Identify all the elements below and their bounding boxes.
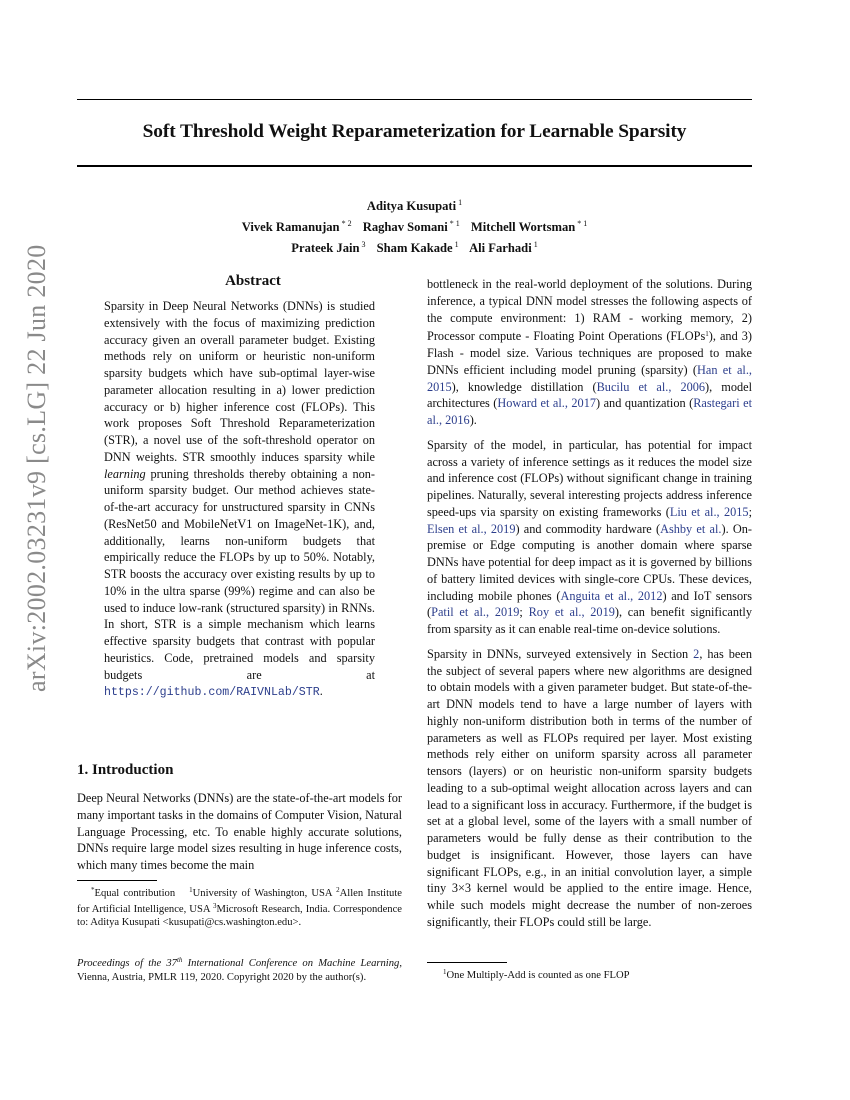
citation-link[interactable]: Howard et al., 2017 <box>497 396 596 411</box>
text: ). <box>469 413 477 427</box>
author-name: Raghav Somani <box>362 220 448 234</box>
footnote-marker: 1 <box>443 968 447 976</box>
footnote-marker: 2 <box>336 886 340 894</box>
footnote-rule-left <box>77 880 157 881</box>
footnote-marker: 1 <box>189 886 193 894</box>
proceedings-italic: Proceedings of the 37 <box>77 958 177 969</box>
abstract-text: Sparsity in Deep Neural Networks (DNNs) is studied extensively with the focus of maximizing prediction accuracy given an overall parameter budget. Existing methods rely on uniform or heuristic non-uniform sparsity budgets which have sub-optimal layer-wise parameter allocation resulting in a) lower prediction accuracy or b) higher inference cost (FLOPs). This work proposes Soft Threshold Reparameterization (STR), a novel use of the soft-threshold operator on DNN weights. STR smoothly induces sparsity while <box>104 299 375 464</box>
footnote-text: One Multiply-Add is counted as one FLOP <box>446 970 630 981</box>
abstract-emphasis: learning <box>104 466 146 481</box>
citation-link[interactable]: Patil et al., 2019 <box>431 605 520 620</box>
author-affiliation: * 1 <box>577 219 588 228</box>
footnote-text: Equal contribution <box>94 888 176 899</box>
paragraph <box>427 646 752 931</box>
text: Sparsity of the model, in particular, has potential for impact across a variety of inference settings as it reduces the model size and inference cost (FLOPs) without significant change in training pipelines. Naturally, several interesting projects address inference speed-ups via sparsity on existing frameworks ( <box>427 437 752 519</box>
abstract-body <box>104 298 375 702</box>
text: ; <box>519 605 529 620</box>
paragraph <box>427 437 752 638</box>
proceedings-text: , Vienna, Austria, PMLR 119, 2020. Copyright 2020 by the author(s). <box>77 958 402 983</box>
proceedings-note <box>77 953 402 985</box>
text: bottleneck in the real-world deployment of the solutions. During inference, a typical DNN model stresses the following aspects of the compute environment: 1) RAM - working memory, 2) Processor compute - Floating Point Operations (FLOPs <box>427 277 752 344</box>
author-line-1 <box>77 194 752 215</box>
affiliation-footnote <box>77 884 402 930</box>
title-bottom-rule <box>77 165 752 167</box>
paragraph <box>427 276 752 429</box>
author-line-3 <box>77 236 752 257</box>
paper-title: Soft Threshold Weight Reparameterization for Learnable Sparsity <box>142 121 687 142</box>
text: ) and quantization ( <box>596 396 694 411</box>
flop-footnote <box>427 966 752 982</box>
proceedings-italic: International Conference on Machine Learning <box>182 958 400 969</box>
author-name: Prateek Jain <box>291 241 360 255</box>
author-affiliation: 1 <box>454 240 459 249</box>
author-block <box>77 194 752 257</box>
text: ). On-premise or Edge computing is another domain where sparse DNNs have potential for deep impact as it is governed by billions of battery limited devices with single-core CPUs. These devices, including mobile phones ( <box>427 521 752 603</box>
footnote-ref[interactable]: 1 <box>705 330 709 339</box>
text: , has been the subject of several papers where new algorithms are designed to obtain models with a given parameter budget. But state-of-the-art DNN models tend to have a large number of layers with highly non-uniform distribution both in terms of the number of parameters as well as FLOPs required per layer. Most existing methods rely either on uniform sparsity across all parameter tensors (layers) or on heuristic non-uniform sparsity budgets leading to a sub-optimal weight allocation across layers and can lead to a significant loss in accuracy. Furthermore, if the budget is set at a global level, some of the layers with a small number of parameters would be fully dense as their contribution to the budget is insignificant. However, those layers can have significant FLOPs, e.g., in an initial convolution layer, a simple tiny 3×3 kernel would be applied to the entire image. Hence, while such models might decrease the number of non-zeroes significantly, their FLOPs could still be large. <box>427 646 752 929</box>
footnote-text: Allen Institute for Artificial Intelligence, USA <box>77 888 402 916</box>
proceedings-sup: th <box>176 956 183 964</box>
code-link[interactable]: https://github.com/RAIVNLab/STR <box>104 686 320 700</box>
text: ), knowledge distillation ( <box>451 379 597 394</box>
citation-link[interactable]: Ashby et al. <box>660 521 722 536</box>
footnote-rule-right <box>427 962 507 963</box>
author-affiliation: * 2 <box>341 219 352 228</box>
intro-right-column <box>427 276 752 939</box>
text: ), model architectures ( <box>427 379 753 411</box>
author-name: Mitchell Wortsman <box>470 220 576 234</box>
citation-link[interactable]: Anguita et al., 2012 <box>560 588 663 603</box>
text: ) and commodity hardware ( <box>515 521 661 536</box>
footnote-text: University of Washington, USA <box>192 888 337 899</box>
author-affiliation: * 1 <box>449 219 460 228</box>
author-name: Sham Kakade <box>376 241 453 255</box>
footnote-marker: * <box>91 886 95 894</box>
text: ; <box>748 504 752 519</box>
footnote-marker: 3 <box>212 902 217 911</box>
author-name: Aditya Kusupati <box>366 199 457 213</box>
text: Sparsity in DNNs, surveyed extensively in Section <box>427 646 694 661</box>
citation-link[interactable]: Elsen et al., 2019 <box>427 521 516 536</box>
author-affiliation: 1 <box>458 198 463 207</box>
citation-link[interactable]: Bucilu et al., 2006 <box>596 379 706 394</box>
text: ) and IoT sensors ( <box>427 588 752 620</box>
citation-link[interactable]: Han et al., 2015 <box>427 362 752 394</box>
footnote-text: Microsoft Research, India. Correspondence to: Aditya Kusupati <kusupati@cs.washington.edu>. <box>77 904 402 929</box>
author-affiliation: 1 <box>533 240 538 249</box>
author-affiliation: 3 <box>361 240 366 249</box>
abstract-heading: Abstract <box>225 273 281 289</box>
text: ), and 3) Flash - model size. Various techniques are proposed to make DNNs efficient including model pruning (sparsity) ( <box>427 329 752 377</box>
citation-link[interactable]: Liu et al., 2015 <box>669 504 749 519</box>
author-name: Vivek Ramanujan <box>241 220 340 234</box>
abstract-text: pruning thresholds thereby obtaining a non-uniform sparsity budget. Our method achieves state-of-the-art accuracy for unstructured sparsity in CNNs (ResNet50 and MobileNetV1 on ImageNet-1K), and, additionally, learns non-uniform budgets that empirically reduce the FLOPs by up to 50%. Notably, STR boosts the accuracy over existing results by up to 10% in the ultra sparse (99%) regime and can also be used to induce low-rank (structured sparsity) in RNNs. In short, STR is a simple mechanism which learns effective sparsity budgets that contrast with popular heuristics. Code, pretrained models and sparsity budgets are at <box>104 466 375 682</box>
author-name: Ali Farhadi <box>469 241 532 255</box>
abstract-text: . <box>319 684 323 699</box>
title-top-rule <box>77 99 752 100</box>
arxiv-stamp: arXiv:2002.03231v9 [cs.LG] 22 Jun 2020 <box>22 244 51 692</box>
author-line-2 <box>77 215 752 236</box>
intro-left-paragraph: Deep Neural Networks (DNNs) are the state-of-the-art models for many important tasks in the domains of Computer Vision, Natural Language Processing, etc. To enable highly accurate solutions, DNNs require large model sizes resulting in huge inference costs, which many times become the main <box>77 791 402 872</box>
text: ), can benefit significantly from sparsity as it can enable real-time on-device solutions. <box>427 605 752 636</box>
section-link[interactable]: 2 <box>693 646 700 661</box>
section-heading-introduction: 1. Introduction <box>77 762 174 778</box>
citation-link[interactable]: Rastegari et al., 2016 <box>427 396 753 427</box>
citation-link[interactable]: Roy et al., 2019 <box>528 605 615 620</box>
